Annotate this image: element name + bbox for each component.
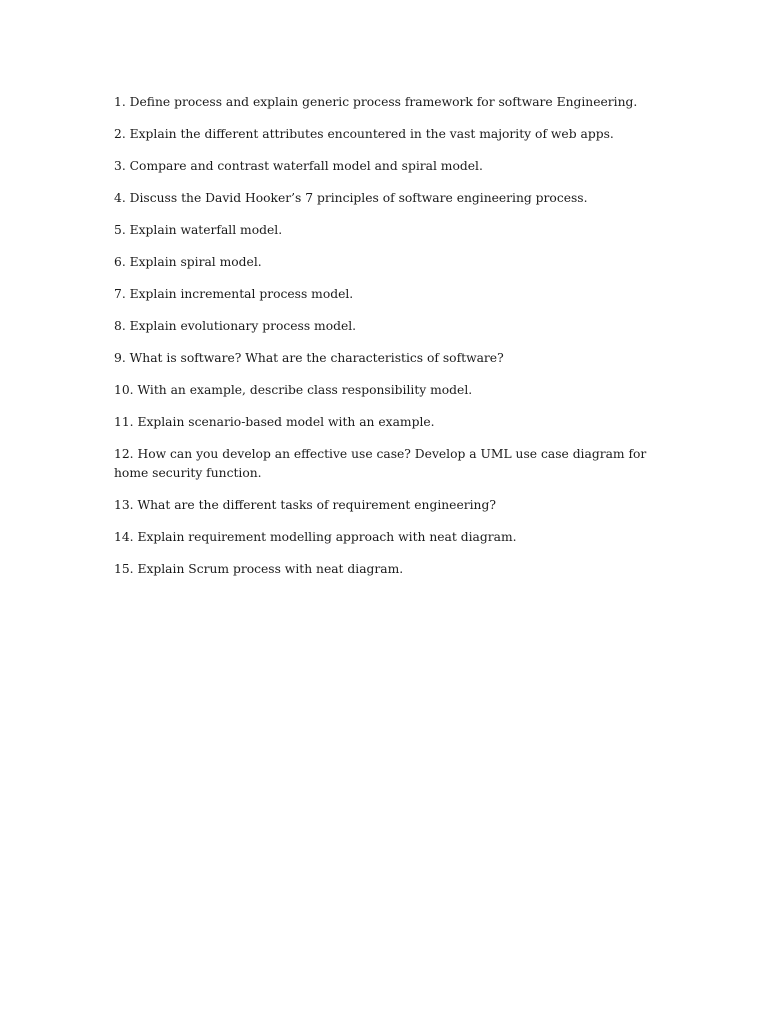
question-item: 4. Discuss the David Hooker’s 7 principles of software engineering process. xyxy=(114,191,588,205)
question-item: 6. Explain spiral model. xyxy=(114,255,262,269)
question-item: 13. What are the different tasks of requirement engineering? xyxy=(114,498,496,512)
question-item: 9. What is software? What are the characteristics of software? xyxy=(114,351,504,365)
question-list xyxy=(114,93,654,592)
question-item: 12. How can you develop an effective use case? Develop a UML use case diagram for home security function. xyxy=(114,447,647,480)
question-item: 3. Compare and contrast waterfall model and spiral model. xyxy=(114,159,483,173)
question-item: 2. Explain the different attributes encountered in the vast majority of web apps. xyxy=(114,127,614,141)
question-item: 8. Explain evolutionary process model. xyxy=(114,319,357,333)
question-item: 11. Explain scenario-based model with an example. xyxy=(114,415,435,429)
question-item: 5. Explain waterfall model. xyxy=(114,223,283,237)
question-item: 1. Define process and explain generic process framework for software Engineering. xyxy=(114,95,638,109)
question-item: 7. Explain incremental process model. xyxy=(114,287,354,301)
question-item: 15. Explain Scrum process with neat diagram. xyxy=(114,562,404,576)
question-item: 14. Explain requirement modelling approach with neat diagram. xyxy=(114,530,517,544)
question-item: 10. With an example, describe class responsibility model. xyxy=(114,383,473,397)
